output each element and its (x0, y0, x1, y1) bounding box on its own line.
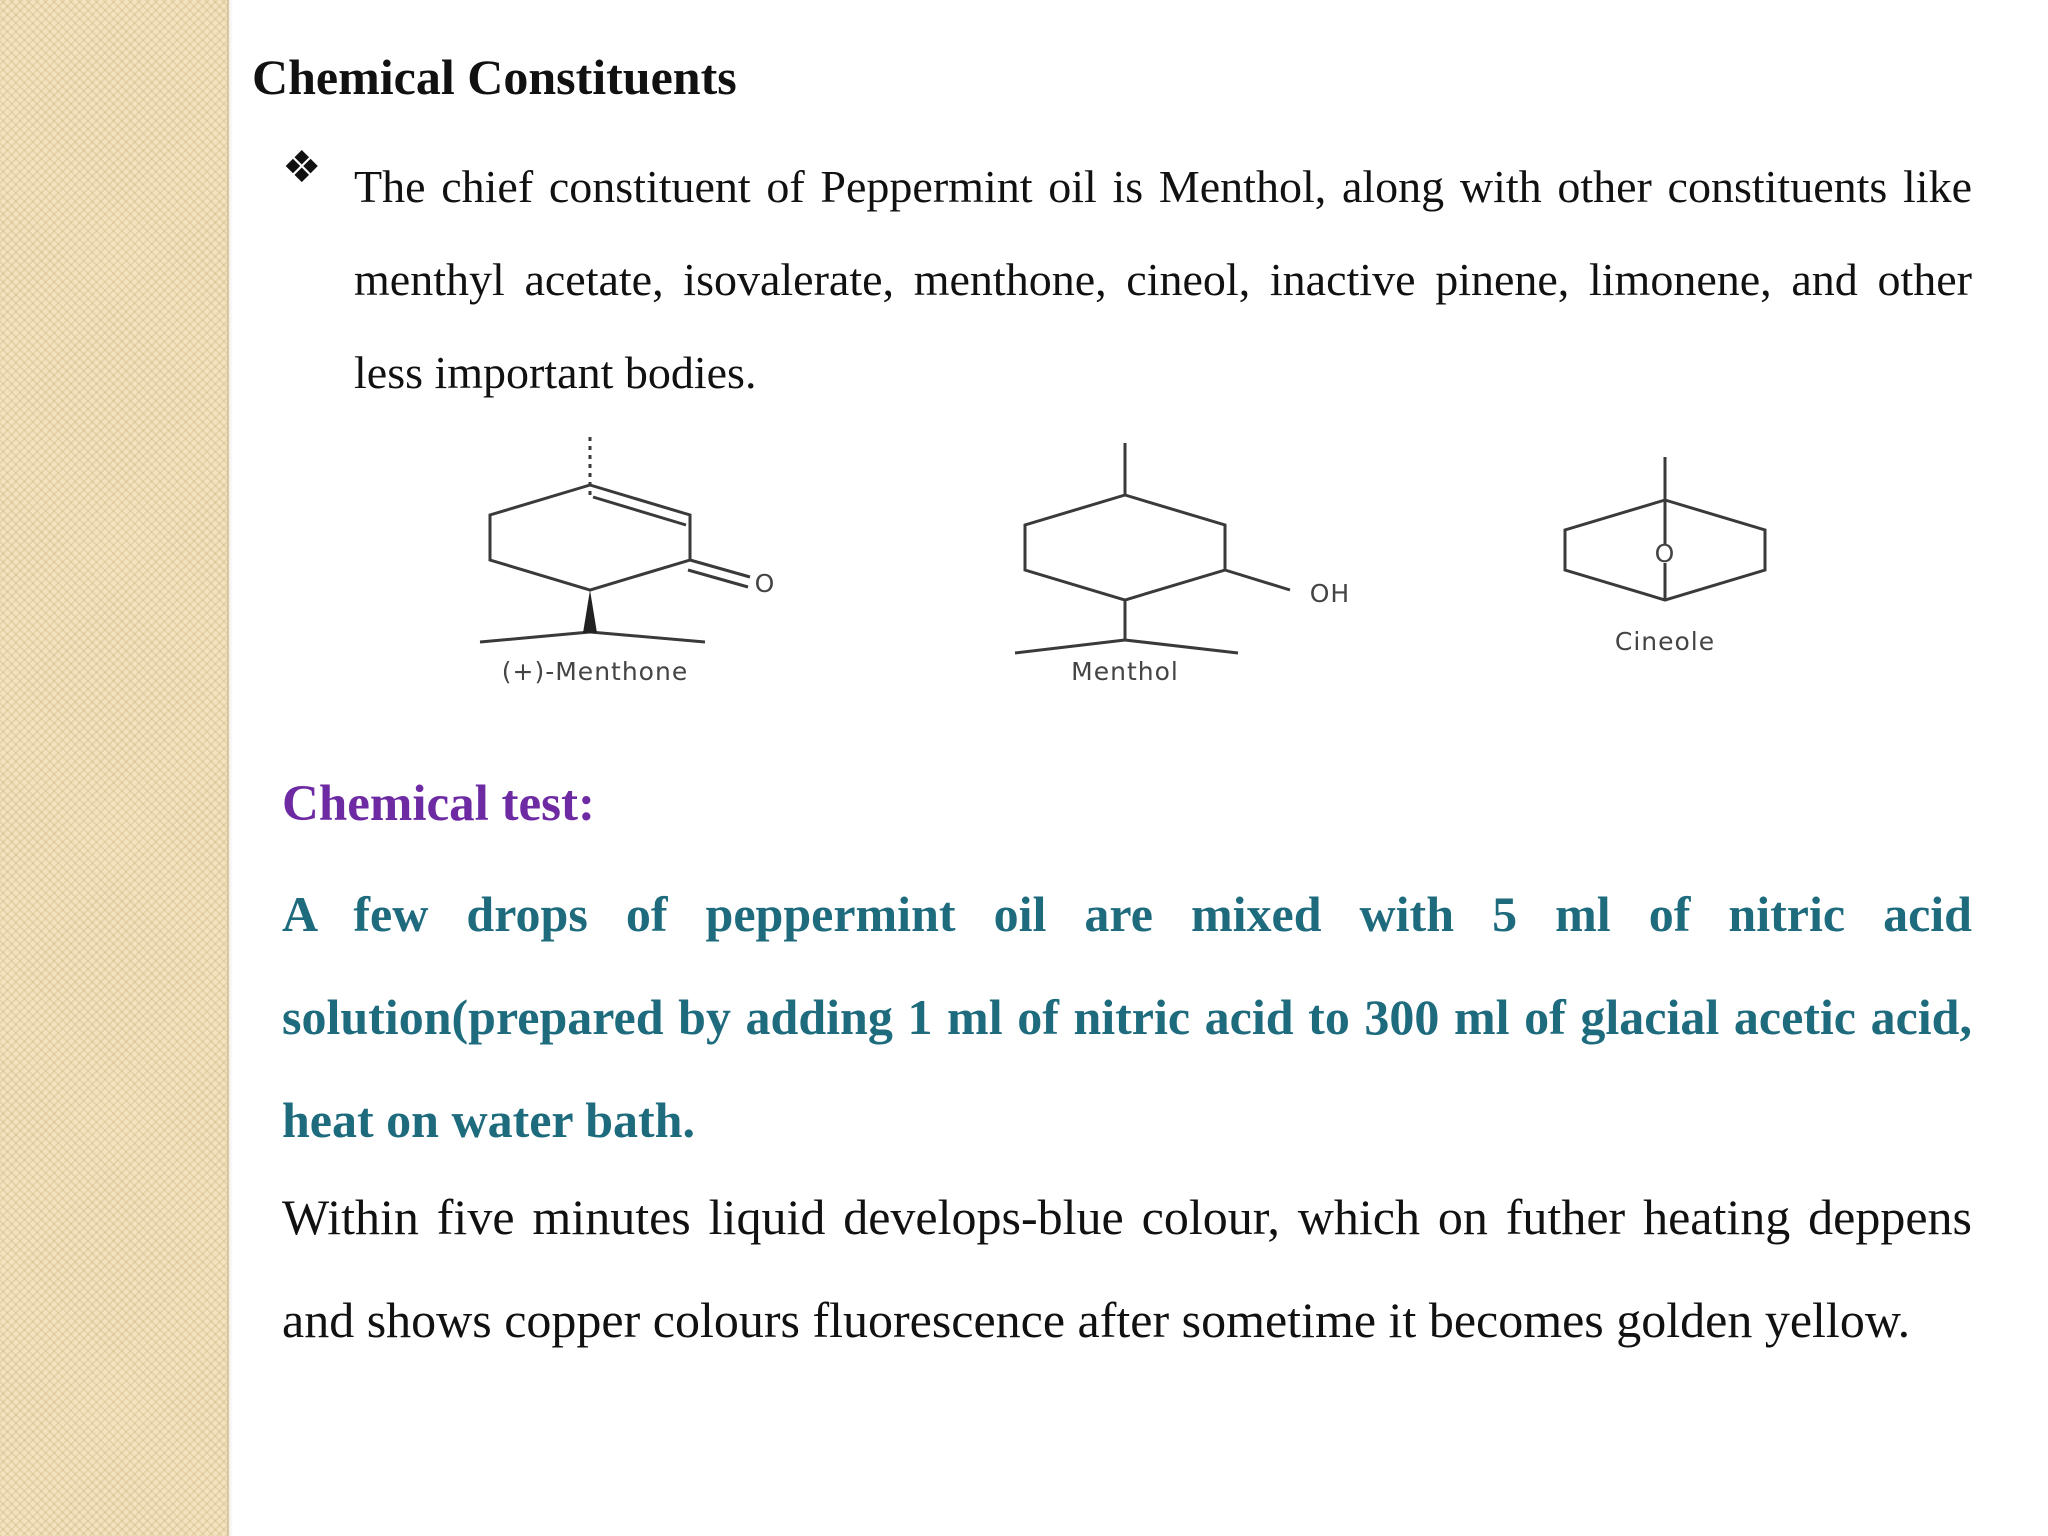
test-result-text: Within five minutes liquid develops-blue colour, which on futher heating deppens and shows copper colours fluorescence after sometime it becomes golden yellow. (282, 1189, 1972, 1348)
structures-svg (410, 425, 1830, 705)
menthol-name-label: Menthol (1071, 657, 1179, 686)
menthone-wedge-bond (583, 590, 597, 633)
cineole-structure (1565, 457, 1765, 600)
decorative-sidebar (0, 0, 229, 1536)
menthone-oxygen-label: O (754, 569, 776, 598)
constituents-bullet (282, 140, 1972, 419)
chemical-test-heading: Chemical test: (282, 776, 595, 832)
menthol-hydroxyl-label: OH (1309, 579, 1351, 608)
constituents-text: The chief constituent of Peppermint oil is Menthol, along with other constituents like menthyl acetate, isovalerate, menthone, cineol, inactive pinene, limonene, and other less important bodies. (354, 161, 1972, 398)
cineole-name-label: Cineole (1614, 627, 1716, 656)
menthone-structure (480, 437, 750, 642)
menthol-structure (1015, 443, 1290, 653)
test-procedure-text: A few drops of peppermint oil are mixed with 5 ml of nitric acid solution(prepared by adding 1 ml of nitric acid to 300 ml of glacial acetic acid, heat on water bath. (282, 886, 1972, 1148)
slide-title: Chemical Constituents (252, 49, 737, 105)
diamond-bullet-icon: ❖ (282, 142, 322, 193)
cineole-oxygen-label: O (1654, 539, 1676, 568)
menthone-name-label: (+)-Menthone (501, 657, 689, 686)
chemical-structures-figure (410, 425, 1830, 705)
sidebar-edge-shadow (227, 0, 233, 1536)
